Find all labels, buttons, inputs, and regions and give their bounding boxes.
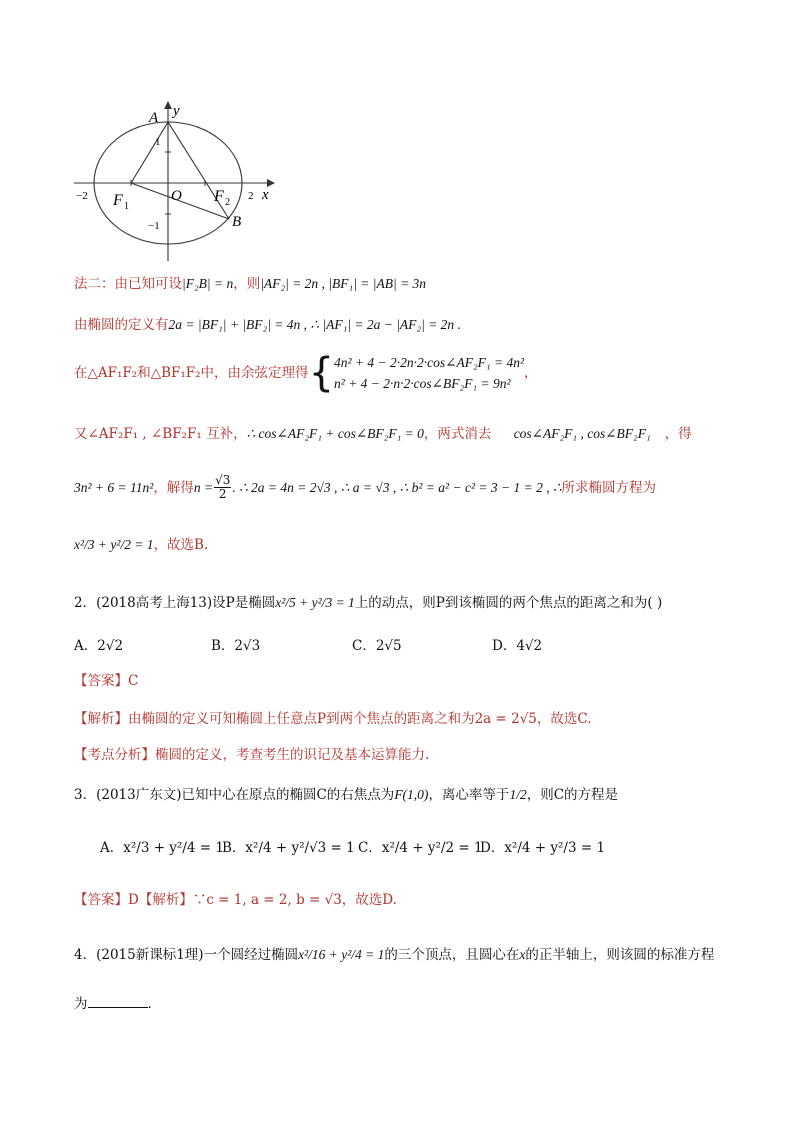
system-brace: {	[308, 350, 335, 396]
q4-stem	[74, 945, 714, 965]
q3-stem-suffix: ，则C的方程是	[526, 787, 619, 803]
q3-stem-prefix: 3．(2013广东文)已知中心在原点的椭圆C的右焦点为	[74, 787, 395, 803]
q2-option-c[interactable]: C．2√5	[352, 638, 402, 654]
segment-AF1	[131, 122, 168, 183]
method2-line6-eq: x²/3 + y²/2 = 1	[74, 537, 154, 552]
q3-stem-frac: 1/2	[509, 787, 527, 802]
method2-line4	[74, 424, 692, 444]
method2-system-eq-a: 4n² + 4 − 2·2n·2·cos∠AF₂F₁ = 4n²	[334, 355, 524, 370]
method2-line1	[74, 274, 426, 294]
q2-stem-suffix: 上的动点，则P到该椭圆的两个焦点的距离之和为( )	[354, 595, 663, 611]
q2-analysis-label: 【解析】	[74, 711, 128, 727]
q3-answer-label: 【答案】D【解析】	[74, 892, 193, 908]
q2-stem-eq: x²/5 + y²/3 = 1	[275, 595, 355, 610]
method2-line5-end: 所求椭圆方程为	[561, 479, 657, 496]
method2-line4-end: ，得	[664, 426, 692, 442]
q4-stem-x: x	[519, 947, 526, 962]
q2-stem-prefix: 2．(2018高考上海13)设P是椭圆	[74, 595, 276, 611]
q3-option-a[interactable]: A．x²/3 + y²/4 = 1	[100, 840, 224, 856]
method2-line1-eq1: |F₂B| = n	[182, 276, 234, 291]
label-y: y	[173, 103, 180, 119]
x-axis-arrow	[267, 179, 275, 187]
q2-option-a[interactable]: A．2√2	[74, 638, 124, 654]
method2-line2	[74, 315, 461, 335]
method2-line4-prefix: 又∠AF₂F₁ , ∠BF₂F₁ 互补，	[74, 426, 247, 442]
method2-line5-eq2: n =	[193, 479, 214, 495]
q4-stem-mid: 的三个顶点，且圆心在	[384, 947, 520, 963]
method2-system-eq-b: n² + 4 − 2·n·2·cos∠BF₂F₁ = 9n²	[334, 376, 511, 391]
method2-line5-eq3: . ∴ 2a = 4n = 2√3 , ∴ a = √3 , ∴ b² = a² − c² = 3 − 1 = 2 , ∴	[232, 479, 562, 495]
tick-label-2: 2	[248, 190, 254, 202]
q3-stem-mid: ，离心率等于	[428, 787, 510, 803]
q4-stem-prefix: 4．(2015新课标1理)一个圆经过椭圆	[74, 947, 299, 963]
q4-stem-suffix: 的正半轴上，则该圆的标准方程	[525, 947, 715, 963]
tick-label-neg2: −2	[76, 190, 88, 202]
method2-line4-mid: ，两式消去	[423, 426, 492, 442]
q4-answer-blank[interactable]	[88, 993, 148, 1008]
q4-line2-prefix: 为	[74, 996, 88, 1012]
method2-line6-end: ，故选B.	[153, 537, 209, 553]
method2-line2-eq: 2a = |BF₁| + |BF₂| = 4n , ∴ |AF₁| = 2a − |AF₂| = 2n .	[168, 317, 461, 332]
q2-option-d[interactable]: D．4√2	[492, 638, 543, 654]
q3-option-d[interactable]: D．x²/4 + y²/3 = 1	[480, 840, 606, 856]
label-O: O	[171, 188, 182, 204]
label-F2-sub: 2	[225, 197, 230, 208]
q2-option-b[interactable]: B．2√3	[211, 638, 261, 654]
q3-analysis-text: ∵c = 1, a = 2, b = √3，故选D.	[192, 892, 397, 908]
method2-line5-frac-den: 2	[218, 487, 227, 501]
label-B: B	[232, 214, 242, 230]
q3-option-b[interactable]: B．x²/4 + y²/√3 = 1	[222, 840, 355, 856]
label-F1-sub: 1	[124, 201, 129, 212]
q4-line2-end: .	[147, 996, 152, 1012]
method2-line6	[74, 535, 208, 555]
q2-stem	[74, 593, 662, 613]
q2-analysis	[74, 709, 592, 729]
tick-label-neg1: −1	[148, 220, 160, 232]
q4-line2	[74, 993, 152, 1014]
ellipse-figure	[70, 95, 285, 265]
y-axis-arrow	[164, 101, 172, 109]
method2-line2-prefix: 由椭圆的定义有	[74, 317, 169, 333]
method2-line1-prefix: 法二：由已知可设	[74, 276, 182, 292]
q3-stem	[74, 785, 618, 805]
q3-option-c[interactable]: C．x²/4 + y²/2 = 1	[358, 840, 483, 856]
label-A: A	[149, 110, 159, 126]
method2-line1-mid: ，则	[233, 276, 261, 292]
q3-stem-eq: F(1,0)	[394, 787, 429, 802]
q2-point	[74, 745, 429, 765]
method2-line4-tail: cos∠AF₂F₁ , cos∠BF₂F₁	[513, 426, 651, 441]
method2-line3-suffix: ，	[524, 365, 538, 381]
method2-line3-prefix: 在△AF₁F₂和△BF₁F₂中，由余弦定理得	[74, 365, 309, 381]
method2-line4-eq: ∴ cos∠AF₂F₁ + cos∠BF₂F₁ = 0	[246, 426, 424, 441]
q2-answer: 【答案】C	[74, 673, 139, 689]
label-F1: F	[113, 192, 123, 209]
label-F2: F	[214, 188, 224, 205]
label-x: x	[262, 187, 269, 203]
q3-answer	[74, 890, 397, 910]
tick-label-1: 1	[155, 136, 161, 148]
method2-line1-eq2: |AF₂| = 2n , |BF₁| = |AB| = 3n	[260, 276, 427, 291]
q4-stem-eq: x²/16 + y²/4 = 1	[298, 947, 385, 962]
q2-point-text: 椭圆的定义，考查考生的识记及基本运算能力.	[155, 747, 430, 763]
q2-analysis-text: 由椭圆的定义可知椭圆上任意点P到两个焦点的距离之和为2a = 2√5，故选C.	[128, 711, 592, 727]
method2-line5-eq1: 3n² + 6 = 11n²	[74, 479, 154, 495]
method2-line3	[74, 352, 538, 394]
method2-line5-frac-num: √3	[215, 473, 231, 487]
q2-point-label: 【考点分析】	[74, 747, 155, 763]
method2-line5-mid: ，解得	[153, 479, 194, 496]
method2-line5	[74, 474, 656, 501]
